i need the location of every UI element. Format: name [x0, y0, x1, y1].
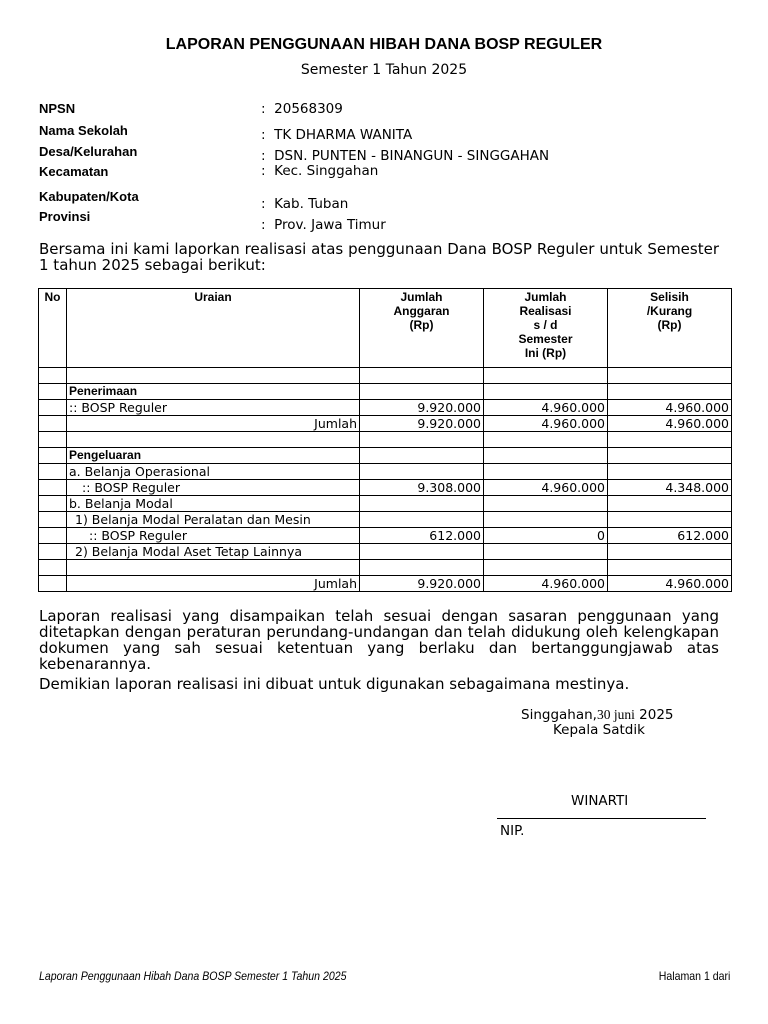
npsn-value: : 20568309 [261, 101, 343, 117]
intro-paragraph: Bersama ini kami laporkan realisasi atas penggunaan Dana BOSP Reguler untuk Semester 1 tahun 2025 sebagai berikut: [39, 240, 719, 274]
report-title: LAPORAN PENGGUNAAN HIBAH DANA BOSP REGULER [165, 36, 603, 53]
table-row [39, 560, 732, 576]
closing-paragraph: Laporan realisasi yang disampaikan telah sesuai dengan sasaran penggunaan yang ditetapkan dengan peraturan perundang-undangan dan telah didukung oleh kelengkapan dokumen yang sah sesuai ketentuan yang berlaku dan bertanggungjawab atas kebenarannya. [39, 607, 719, 673]
footer-title: Laporan Penggunaan Hibah Dana BOSP Semester 1 Tahun 2025 [39, 969, 347, 983]
signature-name: WINARTI [571, 793, 629, 809]
table-row: Penerimaan [39, 384, 732, 400]
header-selisih: Selisih /Kurang (Rp) [608, 289, 732, 368]
table-row: Jumlah 9.920.000 4.960.000 4.960.000 [39, 416, 732, 432]
provinsi-label: Provinsi [39, 209, 91, 224]
header-no: No [39, 289, 67, 368]
signature-nip: NIP. [500, 823, 525, 839]
nama-sekolah-value: : TK DHARMA WANITA [261, 127, 413, 143]
desa-label: Desa/Kelurahan [39, 144, 138, 159]
table-row: Pengeluaran [39, 448, 732, 464]
header-anggaran: Jumlah Anggaran (Rp) [360, 289, 484, 368]
table-header-row [39, 289, 732, 368]
signature-line [497, 818, 706, 819]
closing-statement: Demikian laporan realisasi ini dibuat untuk digunakan sebagaimana mestinya. [39, 675, 630, 693]
kabupaten-label: Kabupaten/Kota [39, 189, 139, 204]
table-row: a. Belanja Operasional [39, 464, 732, 480]
table-row: b. Belanja Modal [39, 496, 732, 512]
table-row [39, 368, 732, 384]
table-row: :: BOSP Reguler 612.000 0 612.000 [39, 528, 732, 544]
table-row: 2) Belanja Modal Aset Tetap Lainnya [39, 544, 732, 560]
report-subtitle: Semester 1 Tahun 2025 [300, 62, 468, 78]
npsn-label: NPSN [39, 101, 76, 116]
desa-value: : DSN. PUNTEN - BINANGUN - SINGGAHAN [261, 148, 550, 164]
table-row: :: BOSP Reguler 9.308.000 4.960.000 4.348.000 [39, 480, 732, 496]
table-row: Jumlah 9.920.000 4.960.000 4.960.000 [39, 576, 732, 592]
table-row [39, 432, 732, 448]
nama-sekolah-label: Nama Sekolah [39, 123, 128, 138]
kecamatan-value: : Kec. Singgahan [261, 163, 379, 179]
signature-role: Kepala Satdik [553, 722, 645, 738]
kecamatan-label: Kecamatan [39, 164, 109, 179]
table-row: 1) Belanja Modal Peralatan dan Mesin [39, 512, 732, 528]
header-uraian: Uraian [67, 289, 360, 368]
kabupaten-value: : Kab. Tuban [261, 196, 349, 212]
signature-place-date: Singgahan,30 juni 2025 [521, 707, 674, 723]
footer-page: Halaman 1 dari [658, 969, 730, 983]
realisasi-table [38, 288, 732, 592]
header-realisasi: Jumlah Realisasi s / d Semester Ini (Rp) [484, 289, 608, 368]
provinsi-value: : Prov. Jawa Timur [261, 217, 386, 233]
table-row: :: BOSP Reguler 9.920.000 4.960.000 4.960.000 [39, 400, 732, 416]
